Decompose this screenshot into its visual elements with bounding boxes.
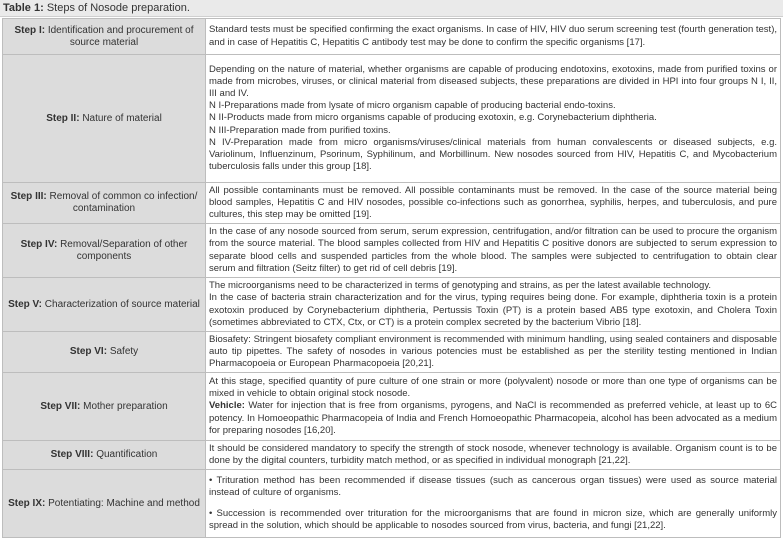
step-number: Step I:: [14, 24, 46, 36]
step-name: Characterization of source material: [44, 298, 200, 310]
description-text: • Trituration method has been recommended if disease tissues (such as cancerous organ tissues) were used as source material instead of culture of organisms.: [209, 474, 777, 498]
description-cell: [206, 224, 781, 278]
table-row: [3, 441, 781, 470]
step-cell: [3, 278, 206, 332]
paragraph-gap: [209, 499, 777, 508]
caption-title: Steps of Nosode preparation.: [46, 2, 190, 14]
step-name: Mother preparation: [83, 400, 168, 412]
table-row: [3, 332, 781, 373]
step-name: Safety: [109, 346, 139, 357]
description-cell: [206, 19, 781, 55]
table-row: [3, 373, 781, 441]
step-cell: [3, 373, 206, 441]
caption-label: Table 1:: [3, 2, 44, 14]
vehicle-text: Water for injection that is free from organisms, pyrogens, and NaCl is recommended as preferred vehicle, at least up to 6C potency. In Homoeopathic Pharmacopeia of India and French Homoeopathic Pharmacopeia, alcohol has been advocated as a medium for preparing nosodes [16,20].: [209, 400, 778, 436]
step-name: Identification and procurement of source material: [47, 24, 194, 48]
description-text: It should be considered mandatory to specify the strength of stock nosode, whenever technology is available. Organism count is to be done by the digital counters, turbidity match method, or as specified in individual monograph [21,22].: [209, 442, 777, 466]
description-text: The microorganisms need to be characterized in terms of genotyping and strains, as per the latest available technology.: [209, 280, 712, 292]
description-text: At this stage, specified quantity of pure culture of one strain or more (polyvalent) nosode or more than one type of organisms can be mixed in vehicle to obtain original stock nosode.: [209, 376, 777, 400]
description-text: All possible contaminants must be removed. All possible contaminants must be removed. In the case of the source material being blood samples, Hepatitis C and HIV nosodes, possible co-infections such as gonorrhea, syphilis, herpes, and tuberculosis, and pure cultures, this step may be omitted [19].: [209, 184, 777, 221]
description-cell: [206, 183, 781, 224]
steps-table: [2, 18, 781, 538]
step-name: Nature of material: [82, 112, 162, 124]
table-row: [3, 224, 781, 278]
step-name: Quantification: [96, 449, 158, 460]
description-text: [209, 400, 777, 436]
description-cell: [206, 373, 781, 441]
step-number: Step VII:: [40, 400, 81, 412]
description-cell: [206, 441, 781, 470]
description-cell: [206, 470, 781, 538]
step-cell: [3, 55, 206, 183]
step-cell: [3, 332, 206, 373]
description-text: In the case of bacteria strain characterization and for the virus, typing requires being done. For example, diphtheria toxin is a protein exotoxin produced by Corynebacterium diphtheria, Pertussis Toxin (PT) is a protein based AB5 type exotoxin, and Cholera Toxin (sometimes abbreviated to CTX, Ctx, or CT) is a protein complex secreted by the bacterium Vibrio [18].: [209, 292, 777, 328]
table-row: [3, 55, 781, 183]
description-text: Biosafety: Stringent biosafety compliant environment is recommended with minimum handling, using sealed containers and disposable auto tip pipettes. The safety of nosodes in various potencies must be established as per the sterility testing mentioned in Indian Pharmacopoeia or European Pharmacopoeia [20,21].: [209, 333, 777, 370]
description-text: N III-Preparation made from purified toxins.: [209, 124, 391, 136]
step-number: Step V:: [8, 298, 43, 310]
description-cell: [206, 332, 781, 373]
table-row: [3, 470, 781, 538]
step-number: Step VI:: [69, 346, 108, 357]
step-number: Step VIII:: [50, 449, 94, 460]
description-text: N II-Products made from micro organisms capable of producing exotoxin, e.g. Corynebacterium diphtheria.: [209, 112, 657, 124]
description-text: Standard tests must be specified confirming the exact organisms. In case of HIV, HIV duo serum screening test (fourth generation test), and in case of Hepatitis C, Hepatitis C antibody test may be done to confirm the specific organisms [17].: [209, 24, 777, 48]
description-text: N I-Preparations made from lysate of micro organism capable of producing bacterial endo-toxins.: [209, 100, 616, 112]
description-text: • Succession is recommended over trituration for the microorganisms that are found in micron size, which are generally uniformly spread in the solution, which should be applicable to nosodes sourced from virus, bacteria, and fungi [21,22].: [209, 508, 777, 532]
step-cell: [3, 19, 206, 55]
table-row: [3, 183, 781, 224]
step-cell: [3, 470, 206, 538]
step-name: Removal of common co infection/ contamination: [49, 191, 198, 214]
step-number: Step IX:: [8, 497, 46, 509]
description-cell: [206, 55, 781, 183]
description-text: In the case of any nosode sourced from serum, serum expression, centrifugation, and/or filtration can be used to procure the organism from the source material. The blood samples collected from HIV and Hepatitis C positive donors are subjected to serum expression to separate blood cells and suspended particles from the whole blood. The samples were subjected to centrifugation to obtain clear serum and filtration (Seitz filter) to get rid of cell debris [19].: [209, 226, 777, 274]
step-name: Removal/Separation of other components: [60, 238, 188, 262]
table-row: [3, 278, 781, 332]
description-cell: [206, 278, 781, 332]
table-caption: [0, 0, 783, 17]
step-number: Step II:: [46, 112, 80, 124]
table-row: [3, 19, 781, 55]
step-number: Step IV:: [20, 238, 58, 250]
step-name: Potentiating: Machine and method: [48, 497, 200, 509]
description-text: N IV-Preparation made from micro organisms/viruses/clinical materials from human convalescents or diseased subjects, e.g. Variolinum, Influenzinum, Psorinum, Syphilinum, and Morbillinum. New nosodes sourced from HIV, Hepatitis C, and Mycobacterium tuberculosis falls under this group [18].: [209, 136, 777, 172]
step-cell: [3, 441, 206, 470]
step-number: Step III:: [10, 191, 47, 202]
step-cell: [3, 224, 206, 278]
description-text: Depending on the nature of material, whether organisms are capable of producing endotoxins, exotoxins, made from purified toxins or made from microbes, viruses, or clinical material from diseased subjects, these preparations are divided in HPI into four groups N I, II, III and IV.: [209, 64, 777, 100]
step-cell: [3, 183, 206, 224]
vehicle-label: Vehicle:: [209, 400, 245, 412]
